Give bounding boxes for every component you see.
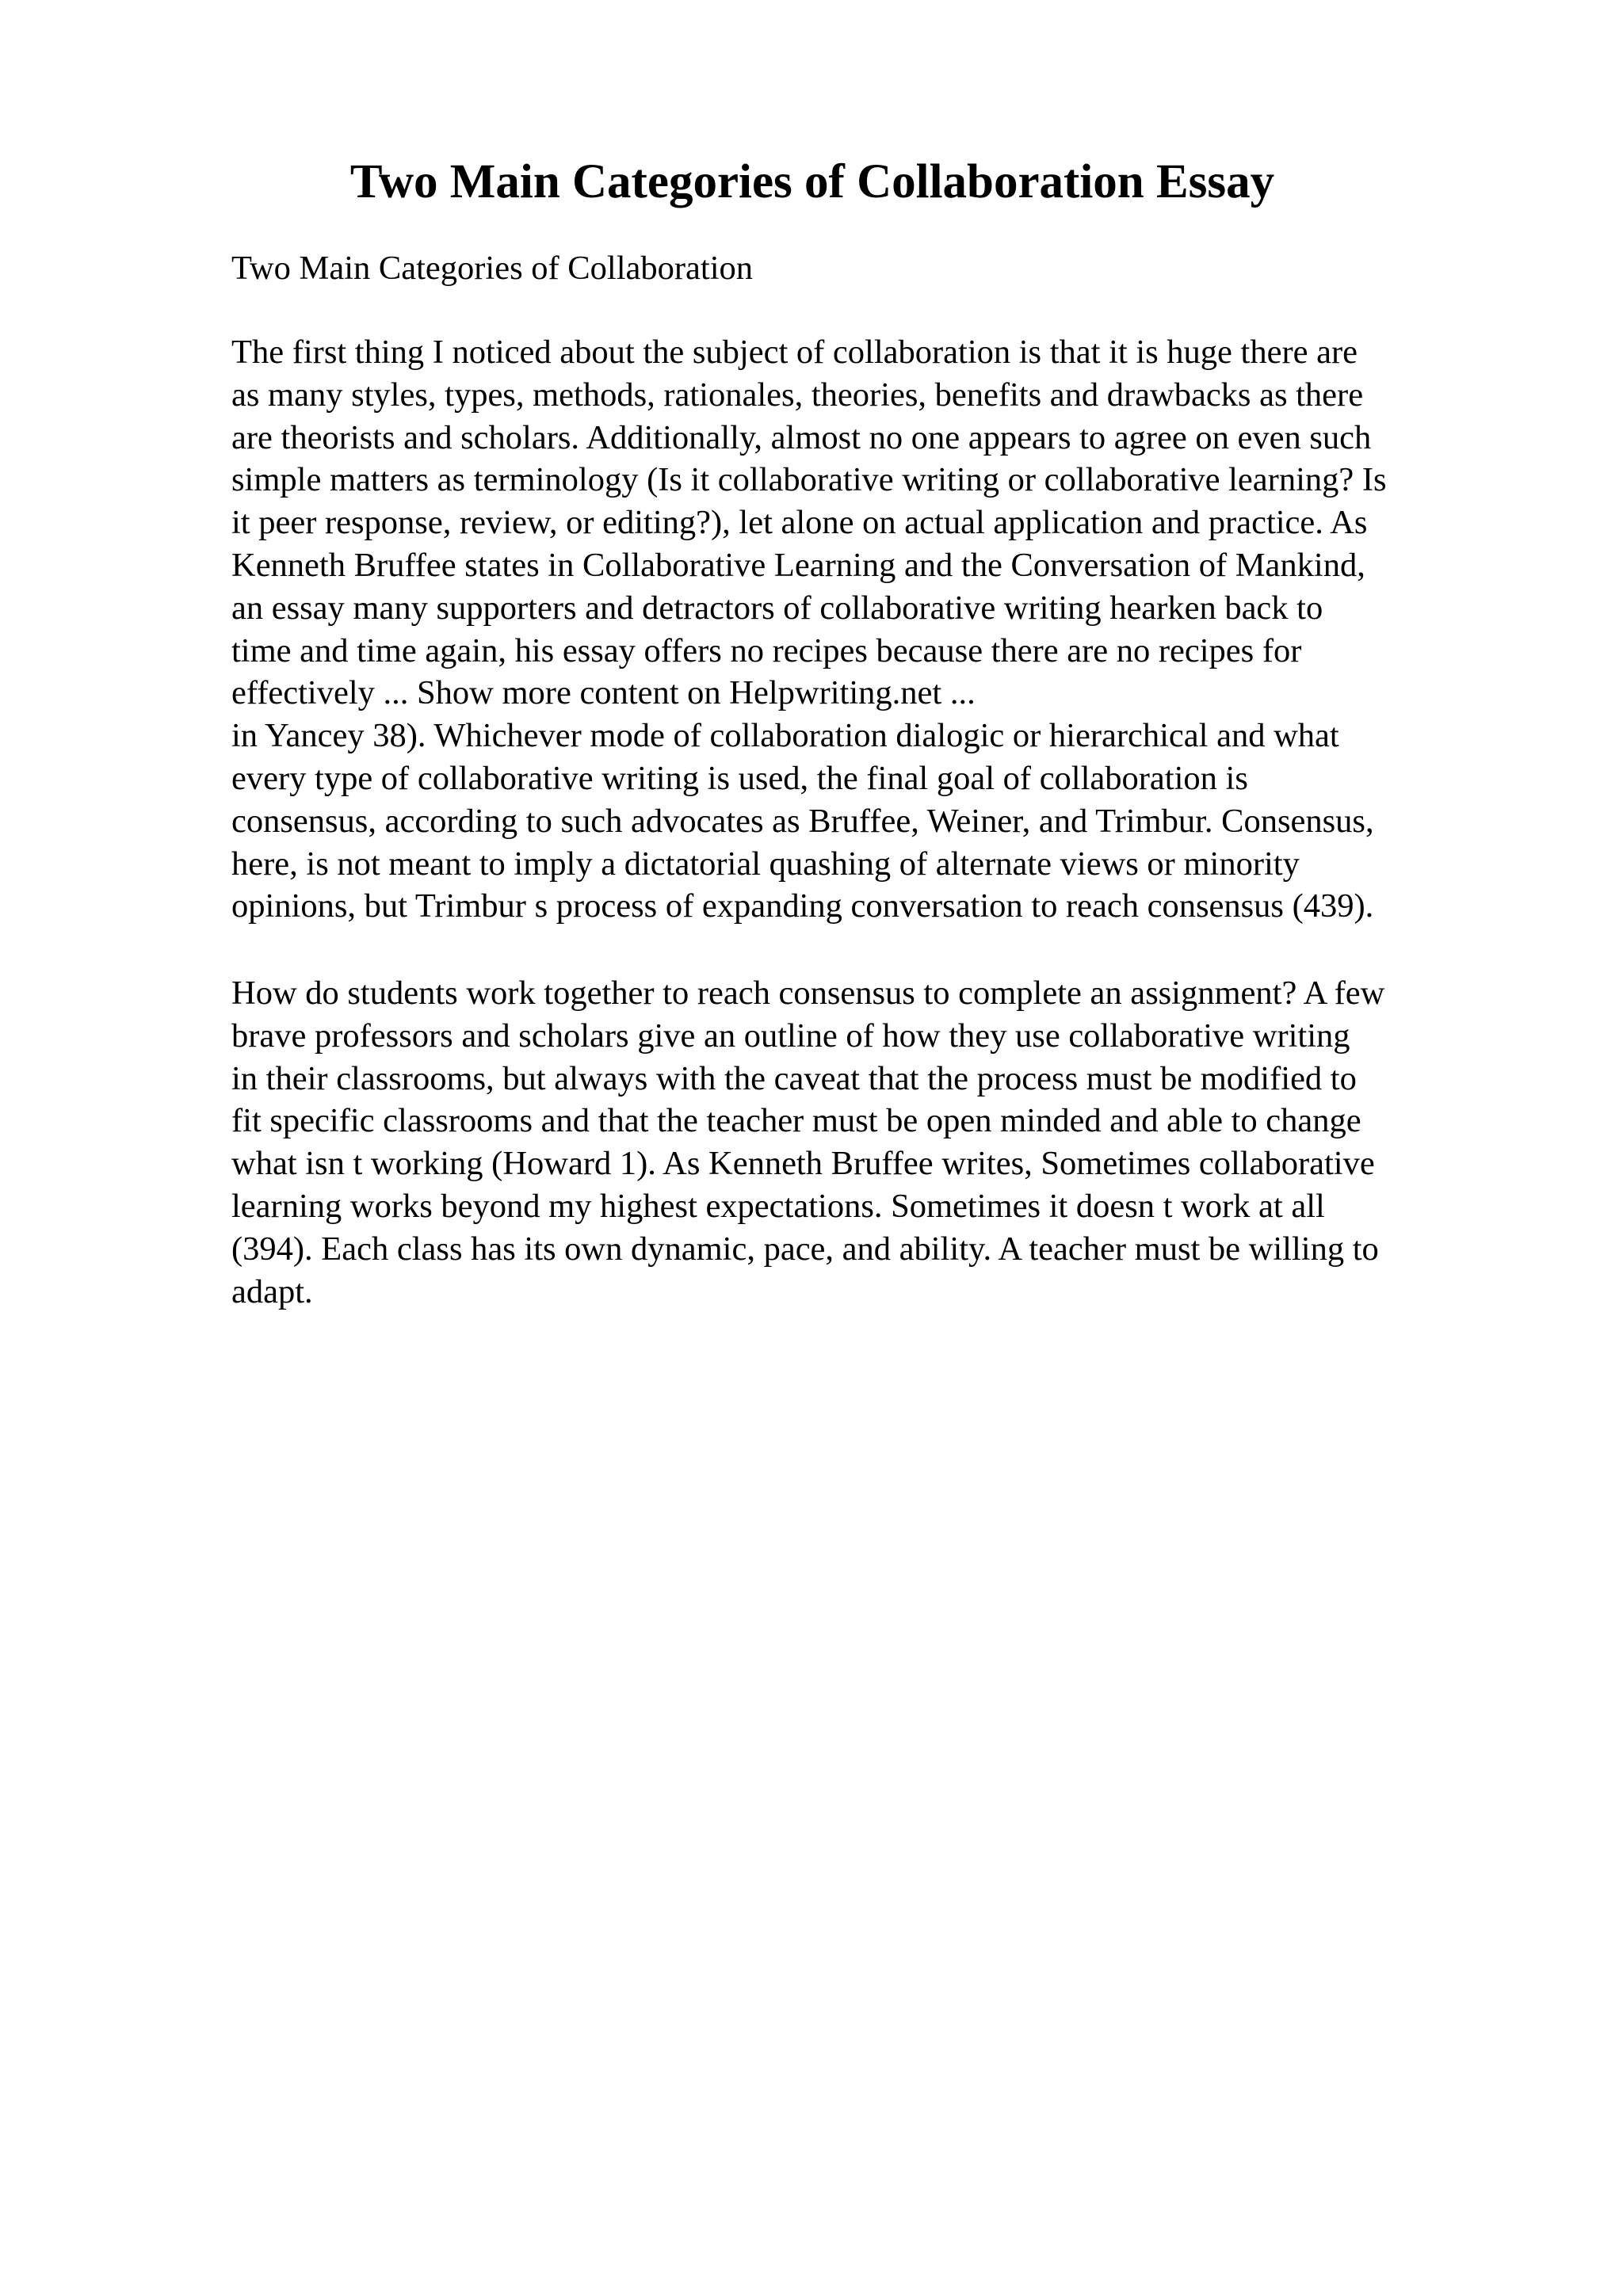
- text-line: are theorists and scholars. Additionally, almost no one appears to agree on even such: [231, 418, 1372, 456]
- text-line: consensus, according to such advocates as Bruffee, Weiner, and Trimbur. Consensus,: [231, 802, 1374, 840]
- text-line: The first thing I noticed about the subject of collaboration is that it is huge there are: [231, 334, 1358, 371]
- text-line: in their classrooms, but always with the caveat that the process must be modified to: [231, 1059, 1357, 1097]
- text-line: it peer response, review, or editing?), let alone on actual application and practice. As: [231, 504, 1368, 542]
- document-subtitle: Two Main Categories of Collaboration: [231, 250, 754, 287]
- text-line: an essay many supporters and detractors of collaborative writing hearken back to: [231, 589, 1323, 627]
- text-line: How do students work together to reach consensus to complete an assignment? A few: [231, 974, 1385, 1012]
- document-title: Two Main Categories of Collaboration Essay: [349, 155, 1275, 208]
- text-line: simple matters as terminology (Is it collaborative writing or collaborative learning? Is: [231, 461, 1387, 499]
- paragraph-1: [231, 331, 1515, 928]
- text-line: here, is not meant to imply a dictatorial quashing of alternate views or minority: [231, 845, 1300, 883]
- text-line: adapt.: [231, 1272, 313, 1310]
- text-line: in Yancey 38). Whichever mode of collaboration dialogic or hierarchical and what: [231, 717, 1339, 755]
- text-line: opinions, but Trimbur s process of expanding conversation to reach consensus (439).: [231, 887, 1374, 925]
- text-line: every type of collaborative writing is used, the final goal of collaboration is: [231, 759, 1248, 797]
- text-line: what isn t working (Howard 1). As Kenneth Bruffee writes, Sometimes collaborative: [231, 1145, 1375, 1183]
- text-line: (394). Each class has its own dynamic, pace, and ability. A teacher must be willing to: [231, 1230, 1379, 1268]
- text-line: as many styles, types, methods, rationales, theories, benefits and drawbacks as there: [231, 376, 1364, 414]
- paragraph-2: [231, 972, 1515, 1313]
- text-line: time and time again, his essay offers no recipes because there are no recipes for: [231, 631, 1302, 669]
- text-line: brave professors and scholars give an outline of how they use collaborative writing: [231, 1016, 1350, 1055]
- text-line: fit specific classrooms and that the teacher must be open minded and able to change: [231, 1102, 1361, 1140]
- text-line: Kenneth Bruffee states in Collaborative Learning and the Conversation of Mankind,: [231, 546, 1365, 584]
- text-line: learning works beyond my highest expectations. Sometimes it doesn t work at all: [231, 1187, 1325, 1225]
- text-line: effectively ... Show more content on Helpwriting.net ...: [231, 674, 976, 712]
